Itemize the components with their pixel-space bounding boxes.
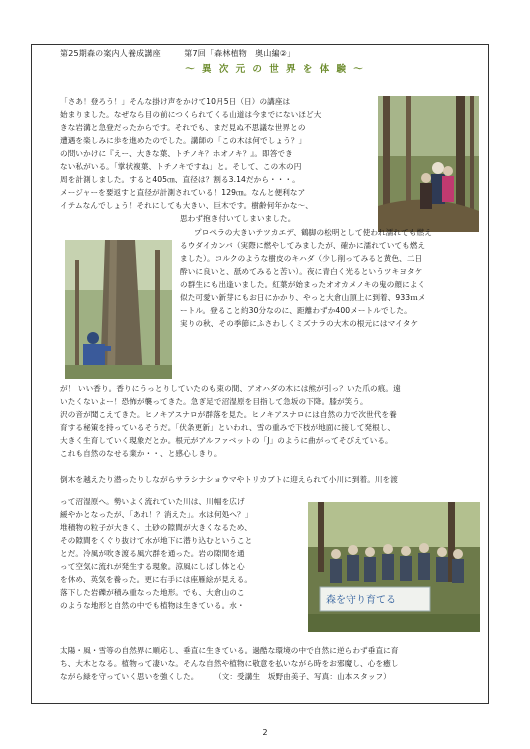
page-number: 2 <box>262 728 268 737</box>
body-line-1: 「さあ！登ろう！」そんな掛け声をかけて10月5日（日）の講座は <box>60 97 291 106</box>
body-line-18: 実りの秋、その季節にふさわしくミズナラの大木の根元にはマイタケ <box>180 319 419 328</box>
body-line-31: って空気に流れが発生する現象。涼風にしばし体と心 <box>60 562 245 571</box>
body-line-19: が！ いい香り。香りにうっとりしていたのも束の間、アオハダの木には熊が引っ？いた爪の痕。遠 <box>60 384 401 393</box>
body-line-14: 酔いに良いと、舐めてみると苦い）。夜に青白く光るというツキヨタケ <box>180 267 423 276</box>
body-line-13: ました）。コルクのような樹皮のキハダ（少し削ってみると黄色、二日 <box>180 254 423 263</box>
body-line-5: の問いかけに『えー、大きな葉、トチノキ？ホオノキ？』。即答でき <box>60 149 293 158</box>
body-line-25: 倒木を越えたり潜ったりしながらサラシナショウマやトリカブトに迎えられて小川に到着。川を渡 <box>60 475 398 484</box>
body-line-9: イテムなんでしょう！それにしても大きい、巨木です。樹齢何年かな～、 <box>60 201 313 210</box>
body-line-35: 太陽・風・雪等の自然界に順応し、垂直に生きている。過酷な環境の中で自然に逆らわず垂直に育 <box>60 646 399 655</box>
body-line-26: って沼湿原へ。勢いよく流れていた川は、川幅を広げ <box>60 497 245 506</box>
body-line-6: ない私がいる。「掌状複葉、トチノキですね」と。そして、この木の円 <box>60 162 302 171</box>
body-line-24: これも自然のなせる業か・・、と感心しきり。 <box>60 449 222 458</box>
body-line-22: 育する秘策を持っているそうだ。「伏条更新」といわれ、雪の重みで下枝が地面に接して発根し、 <box>60 423 396 432</box>
body-line-10: 思わず抱き付いてしまいました。 <box>180 214 296 223</box>
body-line-2: 始まりました。なぜなら目の前につくられてくる山道は今までにないほど大 <box>60 110 322 119</box>
body-line-34: のような地形と自然の中でも植物は生きている。水・ <box>60 601 245 610</box>
body-line-15: の群生にも出逢いました。紅葉が始まったオオカメノキの鬼の顔によく <box>180 280 426 289</box>
body-line-4: 遭遇を楽しみに歩を進めたのでした。講師の「この木は何でしょう？」 <box>60 136 307 145</box>
body-line-12: るウダイカンバ（実際に燃やしてみましたが、確かに濡れていても燃え <box>180 241 426 250</box>
photo-tree-hug <box>65 240 172 379</box>
photo-hikers-forest <box>378 96 479 232</box>
body-line-29: その隙間をくぐり抜けて水が地下に潜り込むということ <box>60 536 253 545</box>
article-subtitle: ～ 異 次 元 の 世 界 を 体 験 ～ <box>185 64 365 75</box>
course-title: 第25期森の案内人養成講座 <box>60 49 161 58</box>
photo-group <box>308 502 480 632</box>
session-title: 第7回「森林植物 奥山編②」 <box>184 49 296 58</box>
body-line-8: メージャーを要返すと直径が計測されている！129㎝。なんと便利なア <box>60 188 306 197</box>
body-line-17: ートル。登ること約30分なのに、距離わずか400メートルでした。 <box>180 306 412 315</box>
body-line-32: を休め、英気を養った。更に右手には座雁絵が見える。 <box>60 575 253 584</box>
body-line-33: 落下した岩礫が積み重なった地形。でも、大倉山のこ <box>60 588 245 597</box>
body-line-11: プロペラの大きいテツカエデ、鶴脚の松明として使われ濡れても燃え <box>194 228 432 237</box>
body-line-28: 堆積物の粒子が大きく、土砂の隙間が大きくなるため、 <box>60 523 252 532</box>
body-line-16: 似た可愛い新芽にもお日にかかり、やっと大倉山頂上に到着、933ｍメ <box>180 293 426 302</box>
body-line-3: きな岩溝と急登だったからです。それでも、まだ見ぬ不思議な世界との <box>60 123 306 132</box>
body-line-23: 大きく生育していく現象だとか。根元がアルファベットの「J」のように曲がってそびえている。 <box>60 436 393 445</box>
body-line-37: ながら緑を守っていく思いを強くした。 （文：受講生 坂野由美子、写真：山本スタッフ） <box>60 672 391 681</box>
body-line-30: とだ。冷風が吹き渡る風穴群を通った。岩の隙間を通 <box>60 549 245 558</box>
body-line-36: ち、大木となる。植物って凄いな。そんな自然や植物に敬意を払いながら時をお邪魔し、心を癒し <box>60 659 399 668</box>
banner-text: 森を守り育てる <box>326 595 396 606</box>
body-line-20: いたくないよー！恐怖が襲ってきた。急ぎ足で沼湿原を目指して急坂の下降。膝が笑う。 <box>60 397 368 406</box>
body-line-7: 周を計測しました。すると405㎝、直径は？割る3.14だから・・・。 <box>60 175 300 184</box>
body-line-21: 沢の音が聞こえてきた。ヒノキアスナロが群落を見た。ヒノキアスナロには自然の力で次世代を養 <box>60 410 397 419</box>
article-header <box>60 48 295 59</box>
body-line-27: 緩やかとなったが、「あれ！？消えた」。水は何処へ？」 <box>60 510 253 519</box>
